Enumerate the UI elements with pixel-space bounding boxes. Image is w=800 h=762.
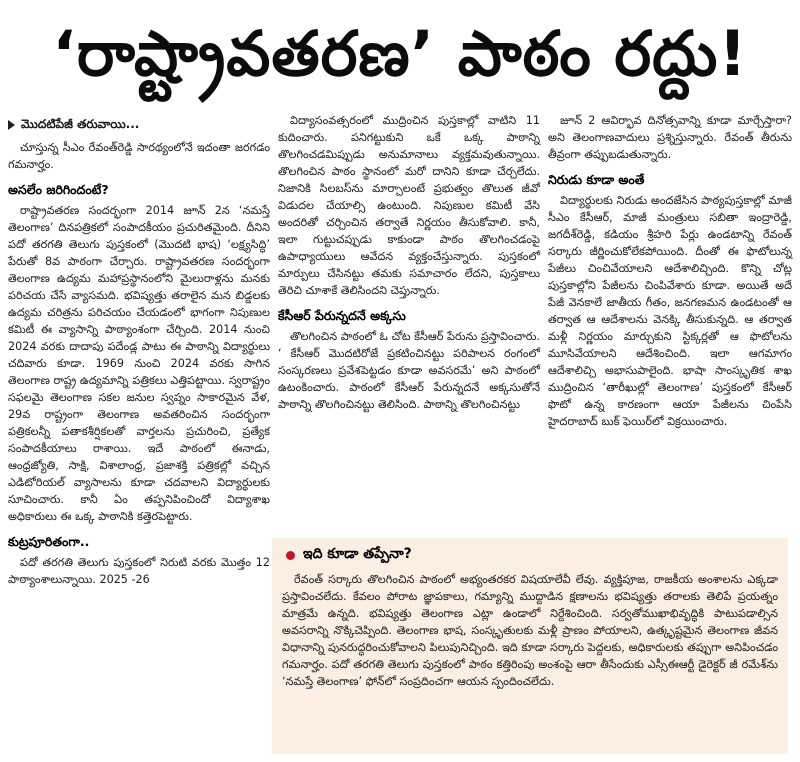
paragraph: విద్యాసంవత్సరంలో ముద్రించిన పుస్తకాల్లో వాటిని 11 కుదించారు. పనిగట్టుకుని ఒకే ఒక్క పాఠాన్ని తొలగించడమిప్పుడు అనుమానాలు వ్యక్తమవుతున్నాయి. తొలగించిన పాఠం స్థానంలో మరో దానిని కూడా చేర్చలేదు. నిజానికి సిలబస్‌ను మార్చాలంటే ప్రభుత్వం తొలుత జీవో విడుదల చేయాల్సి ఉంటుంది. నిపుణుల కమిటీ వేసి అందరితో చర్చించిన తర్వాతే నిర్ణయం తీసుకోవాలి. కానీ, ఇలా గుట్టుచప్పుడు కాకుండా పాఠం తొలగించడంపై ఉపాధ్యాయులు ఆవేదన వ్యక్తంచేస్తున్నారు. పుస్తకంలో మార్పులు చేసినట్టు తమకు సమాచారం లేదని, పుస్తకాలు తెరిచి చూశాకే తెలిసిందని చెప్తున్నారు. bbox=[278, 114, 540, 297]
box-title bbox=[282, 546, 778, 565]
continuation-kicker bbox=[8, 116, 270, 133]
paragraph: రాష్ట్రావతరణ సందర్భంగా 2014 జూన్‌ 2న ‘నమస్తే తెలంగాణ’ దినపత్రికలో సంపాదకీయం ప్రచురితమైంది. దీనిని పదో తరగతి తెలుగు పుస్తకంలో (మొదటి భాష) ‘లక్ష్యసిద్ధి’ పేరుతో 8వ పాఠంగా చేర్చారు. రాష్ట్రావతరణ సందర్భంగా తెలంగాణ ఉద్యమ మహాప్రస్థానంలోని మైలురాళ్లను మనకు పరిచయ చేసే వ్యాసమది. భవిష్యత్తు తరాలైన మన బిడ్డలకు ఉద్యమ చరిత్రను పరిచయం చేయడంలో భాగంగా నిపుణుల కమిటీ ఈ వ్యాసాన్ని పాఠ్యాంశంగా చేర్చింది. 2014 నుంచి 2024 వరకు దాదాపు పదేండ్ల పాటు ఈ పాఠాన్ని విద్యార్థులు చదివారు కూడా. 1969 నుంచి 2024 వరకు సాగిన తెలంగాణ రాష్ట్ర ఉద్యమాన్ని పత్రికలు ఎత్తిపట్టాయి. స్వరాష్ట్రం సఫలమై తెలంగాణ సకల జనుల స్వప్నం సాకారమైన వేళ, 29వ రాష్ట్రంగా తెలంగాణ అవతరించిన సందర్భంగా పత్రికలన్నీ పతాకశీర్షికలతో వార్తలను ప్రచురించి, ప్రత్యేక సంపాదకీయాలు రాశాయి. ఇదే పాఠంలో ఈనాడు, ఆంధ్రజ్యోతి, సాక్షి, విశాలాంధ్ర, ప్రజాశక్తి పత్రికల్లో వచ్చిన ఎడిటోరియల్‌ వ్యాసాలను కూడా చదవాలని విద్యార్థులకు సూచించారు. కానీ ఏం తప్పనిపించిందో విద్యాశాఖ అధికారులు ఈ ఒక్క పాఠానికి కత్తెరపెట్టారు. bbox=[8, 204, 270, 523]
subhead-last-year: నిరుడు కూడా అంతే bbox=[548, 172, 645, 187]
bullet-icon bbox=[286, 551, 295, 560]
box-title-text: ఇది కూడా తప్పేనా? bbox=[303, 546, 412, 562]
arrow-right-icon bbox=[8, 120, 15, 130]
headline: ‘రాష్ట్రావతరణ’ పాఠం రద్దు! bbox=[52, 17, 748, 90]
paragraph: జూన్‌ 2 ఆవిర్భావ దినోత్సవాన్ని కూడా మార్చేస్తారా? అని తెలంగాణవాదులు ప్రశ్నిస్తున్నారు. రేవంత్‌ తీరును తీవ్రంగా తప్పుబడుతున్నారు. bbox=[548, 114, 792, 161]
kicker-label: మొదటిపేజీ తరువాయి... bbox=[21, 117, 140, 131]
box-paragraph: రేవంత్‌ సర్కారు తొలగించిన పాఠంలో అభ్యంతరకర విషయాలేవీ లేవు. వ్యక్తిపూజ, రాజకీయ అంశాలను ఎక్కడా ప్రస్తావించలేదు. కేవలం పోరాట జ్ఞాపకాలు, గమ్యాన్ని ముద్దాడిన క్షణాలను భవిష్యత్తు తరాలకు తెలిపే ప్రయత్నం మాత్రమే ఉన్నది. భవిష్యత్తు తెలంగాణ ఎట్లా ఉండాలో నిర్దేశించింది. సర్వతోముఖాభివృద్ధికి పాటుపడాల్సిన అవసరాన్ని నొక్కిచెప్పింది. తెలంగాణ భాష, సంస్కృతులకు మళ్లీ ప్రాణం పోయాలని, ఉత్కృష్టమైన తెలంగాణ జీవన విధానాన్ని పునరుద్ధరించుకోవాలని పిలుపునిచ్చింది. ఇది కూడా సర్కారు పెద్దలకు, అధికారులకు తప్పుగా అనిపించడం గమనార్హం. పదో తరగతి తెలుగు పుస్తకంలో పాఠం కత్తిరింపు అంశంపై ఆరా తీసేందుకు ఎస్సీఈఆర్టీ డైరెక్టర్‌ జీ రమేశ్‌ను ‘నమస్తే తెలంగాణ’ ఫోన్‌లో సంప్రదించగా ఆయన స్పందించలేదు. bbox=[282, 573, 778, 688]
sidebar-box bbox=[272, 538, 788, 754]
subhead-conspiracy: కుట్రపూరితంగా.. bbox=[8, 534, 90, 549]
paragraph: పదో తరగతి తెలుగు పుస్తకంలో నిరుటి వరకు మొత్తం 12 పాఠ్యాంశాలున్నాయి. 2025 -26 bbox=[8, 556, 270, 586]
intro-paragraph: చూస్తున్న సీఎం రేవంత్‌రెడ్డి సారథ్యంలోనే ఇదంతా జరగడం గమనార్హం. bbox=[8, 141, 270, 171]
paragraph: విద్యార్థులకు నిరుడు అందజేసిన పాఠ్యపుస్తకాల్లో మాజీ సీఎం కేసీఆర్‌, మాజీ మంత్రులు సబితా ఇంద్రారెడ్డి, జగదీశ్‌రెడ్డి, కడియం శ్రీహరి పేర్లు ఉండటాన్ని రేవంత్‌ సర్కారు జీర్ణించుకోలేకపోయింది. దీంతో ఈ ఫొటోలున్న పేజీలు చించివేయాలని ఆదేశాలిచ్చింది. కొన్ని చోట్ల పుస్తకాల్లోని పేజీలను చింపివేశారు కూడా. అయితే అదే పేజీ వెనకాలే జాతీయ గీతం, జనగణమన ఉండటంతో ఆ తర్వాత ఆ ఆదేశాలను వెనక్కి తీసుకున్నది. ఆ తర్వాత మళ్లీ నిర్ణయం మార్చుకుని స్టిక్కర్లతో ఆ ఫొటోలను మూసివేయాలని ఆదేశించింది. ఇలా ఆగమాగం ఆదేశాలిచ్చి అభాసుపాలైంది. భాషా సాంస్కృతిక శాఖ ముద్రించిన ‘తారీఖుల్లో తెలంగాణ’ పుస్తకంలో కేసీఆర్‌ ఫొటో ఉన్న కారణంగా ఆయా పేజీలను చింపేసి హైదరాబాద్‌ బుక్‌ ఫెయిర్‌లో విక్రయించారు. bbox=[548, 194, 792, 428]
subhead-what-happened: అసలేం జరిగిందంటే? bbox=[8, 182, 109, 197]
column-2 bbox=[278, 112, 540, 415]
column-3 bbox=[548, 112, 792, 432]
subhead-kcr-name: కేసీఆర్‌ పేరున్నదనే అక్కసు bbox=[278, 308, 406, 323]
paragraph: తొలగించిన పాఠంలో ఓ చోట కేసీఆర్‌ పేరును ప్రస్తావించారు. ‘ కేసీఆర్‌ మొదటిరోజే ప్రకటించినట్టు పరిపాలన రంగంలో సంస్కరణలు ప్రవేశపెట్టడం కూడా అవసరమే’ అని పాఠంలో ఉటంకించారు. పాఠంలో కేసీఆర్‌ పేరున్నదనే అక్కసుతోనే పాఠాన్ని తొలగించినట్టు తెలిసింది. పాఠాన్ని తొలగించినట్టు bbox=[278, 330, 540, 411]
column-1 bbox=[8, 112, 270, 590]
